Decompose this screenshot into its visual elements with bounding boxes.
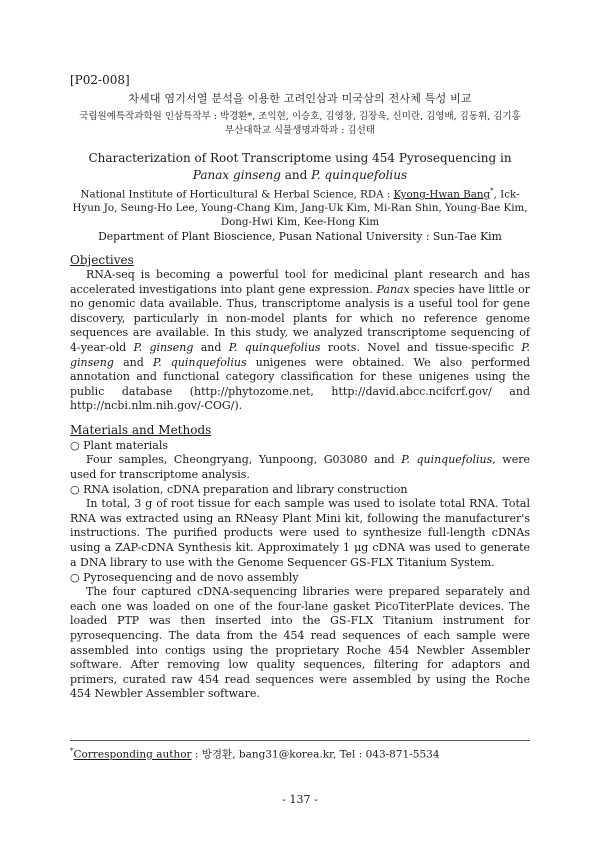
obj-text-2: species have little or no genomic data available. Thus, transcriptome analysis is a useful tool for gene discovery, particularly in non-model plants for which no reference genome sequences are available. In this study, we analyzed transcriptome sequencing of 4-year-old bbox=[70, 282, 530, 354]
obj-text-5: and bbox=[113, 355, 153, 369]
korean-affiliation-1: 국립원예특작과학원 인삼특작부 : 박경환*, 조익현, 이승호, 김영창, 김장욱, 신미란, 김영배, 김동휘, 김기홍 bbox=[79, 111, 521, 122]
obj-italic-1: Panax bbox=[376, 282, 410, 296]
obj-italic-4: P. ginseng bbox=[70, 340, 530, 369]
obj-text-4: roots. Novel and tissue-specific bbox=[320, 340, 522, 354]
pm-text-1: Four samples, Cheongryang, Yunpoong, G03080 and bbox=[86, 453, 402, 466]
subsection-plant-materials: ○ Plant materials bbox=[70, 439, 168, 452]
co-authors: , Ick-Hyun Jo, Seung-Ho Lee, Young-Chang Kim, Jang-Uk Kim, Mi-Ran Shin, Young-Bae Kim, Dong-Hwi Kim, Kee-Hong Kim bbox=[72, 188, 528, 229]
obj-text-6: unigenes were obtained. We also performed annotation and functional category classification for these unigenes using the public database (http://phytozome.net, http://david.abcc.ncifcrf.gov/ and http://ncbi.nlm.nih.gov/-COG/). bbox=[70, 355, 530, 413]
subsection-pyrosequencing: ○ Pyrosequencing and de novo assembly bbox=[70, 571, 299, 585]
methods-heading: Materials and Methods bbox=[70, 423, 212, 437]
obj-text-1: RNA-seq is becoming a powerful tool for medicinal plant research and has accelerated investigations into plant gene expression. bbox=[70, 268, 530, 296]
title-species-1: Panax ginseng bbox=[192, 168, 281, 182]
obj-italic-3: P. quinquefolius bbox=[228, 340, 321, 354]
footnote-label: Corresponding author bbox=[73, 748, 192, 761]
objectives-paragraph bbox=[70, 268, 530, 414]
obj-italic-2: P. ginseng bbox=[133, 340, 194, 354]
affiliation-institute: National Institute of Horticultural & Herbal Science, RDA : bbox=[80, 188, 394, 201]
objectives-heading: Objectives bbox=[70, 253, 134, 267]
rna-isolation-paragraph: In total, 3 g of root tissue for each sample was used to isolate total RNA. Total RNA was extracted using an RNeasy Plant Mini kit, following the manufacturer's instructions. The purified products were used to synthesize full-length cDNAs using a ZAP-cDNA Synthesis kit. Approximately 1 μg cDNA was used to generate a DNA library to use with the Genome Sequencer GS-FLX Titanium System. bbox=[70, 497, 530, 569]
objectives-section bbox=[70, 252, 530, 414]
pm-italic: P. quinquefolius bbox=[401, 453, 493, 466]
obj-text-3: and bbox=[193, 340, 229, 354]
english-department: Department of Plant Bioscience, Pusan National University : Sun-Tae Kim bbox=[98, 230, 502, 243]
korean-title: 차세대 염기서열 분석을 이용한 고려인삼과 미국삼의 전사체 특성 비교 bbox=[128, 92, 472, 105]
pm-text-2: , were used for transcriptome analysis. bbox=[70, 453, 530, 481]
english-title-line2 bbox=[70, 167, 530, 184]
title-species-2: P. quinquefolius bbox=[311, 168, 408, 182]
methods-section bbox=[70, 422, 530, 702]
korean-affiliations bbox=[70, 110, 530, 138]
english-affiliation bbox=[70, 184, 530, 229]
paper-code: [P02-008] bbox=[70, 73, 130, 87]
subsection-rna-isolation: ○ RNA isolation, cDNA preparation and library construction bbox=[70, 483, 408, 497]
footnote bbox=[70, 744, 530, 762]
footnote-rule bbox=[70, 740, 530, 741]
title-and: and bbox=[280, 168, 312, 182]
corresponding-author-name: Kyong-Hwan Bang bbox=[393, 188, 491, 201]
footnote-star: * bbox=[70, 747, 74, 755]
pyrosequencing-paragraph: The four captured cDNA-sequencing libraries were prepared separately and each one was loaded on one of the four-lane gasket PicoTiterPlate devices. The loaded PTP was then inserted into the GS-FLX Titanium instrument for pyrosequencing. The data from the 454 read sequences of each sample were assembled into contigs using the proprietary Roche 454 Newbler Assembler software. After removing low quality sequences, filtering for adaptors and primers, curated raw 454 read sequences were assembled by using the Roche 454 Newbler Assembler software. bbox=[70, 585, 530, 701]
corresponding-star: * bbox=[490, 187, 494, 195]
english-title bbox=[70, 150, 530, 184]
footnote-contact: : 방경환, bang31@korea.kr, Tel : 043-871-5534 bbox=[191, 748, 440, 761]
english-title-line1: Characterization of Root Transcriptome using 454 Pyrosequencing in bbox=[88, 151, 512, 165]
korean-affiliation-2: 부산대학교 식물생명과학과 : 김선태 bbox=[225, 125, 375, 136]
page-number: - 137 - bbox=[282, 793, 318, 806]
obj-italic-5: P. quinquefolius bbox=[152, 355, 247, 369]
plant-materials-paragraph bbox=[70, 453, 530, 482]
